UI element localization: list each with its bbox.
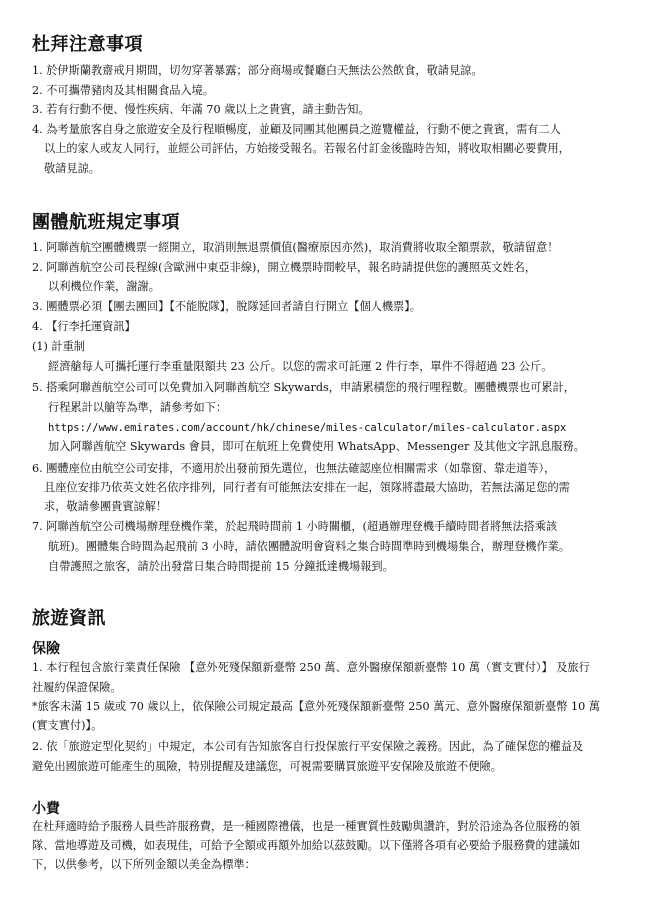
dubai-note-2: 2. 不可攜帶豬肉及其相關食品入境。 xyxy=(32,84,215,97)
insurance-line: 2. 依「旅遊定型化契約」中規定，本公司有告知旅客自行投保旅行平安保險之義務。因此，為了確保您的權益及 xyxy=(32,740,584,753)
dubai-notes-title: 杜拜注意事項 xyxy=(32,34,143,55)
flight-rule-5: 5. 搭乘阿聯酋航空公司可以免費加入阿聯酋航空 Skywards，申請累積您的飛行哩程數。團體機票也可累計， xyxy=(32,381,575,394)
flight-rule-7-cont: 航班)。團體集合時間為起飛前 3 小時，請依團體說明會資料之集合時間準時到機場集合，辦理登機作業。 xyxy=(48,540,571,553)
flight-rule-2: 2. 阿聯酋航空公司長程線(含歐洲中東亞非線)，開立機票時間較早，報名時請提供您的護照英文姓名， xyxy=(32,261,537,274)
tips-line: 下，以供參考，以下所列金額以美金為標準： xyxy=(32,858,256,871)
tips-line: 隊、當地導遊及司機，如表現佳，可給予全額或再額外加給以茲鼓勵。以下僅將各項有必要給予服務費的建議如 xyxy=(32,839,581,852)
baggage-allowance: 經濟艙每人可攜托運行李重量限額共 23 公斤。以您的需求可託運 2 件行李，單件不得超過 23 公斤。 xyxy=(48,360,553,373)
flight-rule-5-cont: 行程累計以艙等為準，請參考如下： xyxy=(48,401,228,414)
dubai-note-1: 1. 於伊斯蘭教齋戒月期間，切勿穿著暴露；部分商場或餐廳白天無法公然飲食，敬請見諒。 xyxy=(32,64,483,77)
insurance-heading: 保險 xyxy=(32,641,60,657)
tips-line: 在杜拜適時給予服務人員些許服務費，是一種國際禮儀，也是一種實質性鼓勵與讚許，對於沿途為各位服務的領 xyxy=(32,820,581,833)
dubai-note-4: 4. 為考量旅客自身之旅遊安全及行程順暢度，並顧及同團其他團員之遊覽權益，行動不便之貴賓，需有二人 xyxy=(32,123,561,136)
flight-rule-7: 7. 阿聯酋航空公司機場辦理登機作業，於起飛時間前 1 小時關櫃，(超過辦理登機手續時間者將無法搭乘該 xyxy=(32,520,558,533)
dubai-note-3: 3. 若有行動不便、慢性疾病、年滿 70 歲以上之貴賓，請主動告知。 xyxy=(32,103,370,116)
flight-rule-6-cont: 且座位安排乃依英文姓名依序排列，同行者有可能無法安排在一起，領隊將盡最大協助，若無法滿足您的需 xyxy=(44,481,570,494)
miles-calculator-link[interactable]: https://www.emirates.com/account/hk/chinese/miles-calculator/miles-calculator.aspx xyxy=(48,422,567,434)
insurance-line: 社履約保證保險。 xyxy=(32,681,122,694)
insurance-line: (實支實付)】。 xyxy=(32,719,103,732)
insurance-line: 1. 本行程包含旅行業責任保險 【意外死殘保額新臺幣 250 萬、意外醫療保額新臺幣 10 萬（實支實付）】 及旅行 xyxy=(32,661,590,674)
insurance-line: *旅客未滿 15 歲或 70 歲以上，依保險公司規定最高【意外死殘保額新臺幣 250 萬元、意外醫療保額新臺幣 10 萬 xyxy=(32,700,600,713)
flight-rule-6: 6. 團體座位由航空公司安排，不適用於出發前預先選位，也無法確認座位相關需求（如靠窗、靠走道等）， xyxy=(32,462,556,475)
insurance-line: 避免出國旅遊可能產生的風險，特別提醒及建議您，可視需要購買旅遊平安保險及旅遊不便險。 xyxy=(32,760,502,773)
flight-rule-2-cont: 以利機位作業，謝謝。 xyxy=(48,280,160,293)
flight-rule-4: 4. 【行李托運資訊】 xyxy=(32,320,136,333)
dubai-note-4-cont: 以上的家人或友人同行，並經公司評估，方始接受報名。若報名付訂金後臨時告知，將收取相關必要費用， xyxy=(44,142,570,155)
flight-rule-5-skywards: 加入阿聯酋航空 Skywards 會員，即可在航班上免費使用 WhatsApp、Messenger 及其他文字訊息服務。 xyxy=(48,440,585,453)
dubai-note-4-cont: 敬請見諒。 xyxy=(44,162,100,175)
flight-rule-3: 3. 團體票必須【團去團回】【不能脫隊】，脫隊延回者請自行開立【個人機票】。 xyxy=(32,300,421,313)
flight-rule-7-cont: 自帶護照之旅客，請於出發當日集合時間提前 15 分鐘抵達機場報到。 xyxy=(48,560,394,573)
flight-rules-title: 團體航班規定事項 xyxy=(32,212,180,233)
flight-rule-1: 1. 阿聯酋航空團體機票一經開立，取消則無退票價值(醫療原因亦然)，取消費將收取全額票款，敬請留意！ xyxy=(32,241,559,254)
tips-heading: 小費 xyxy=(32,801,60,817)
baggage-subheading: (1) 計重制 xyxy=(32,340,85,353)
flight-rule-6-cont: 求，敬請參團貴賓諒解！ xyxy=(44,500,168,513)
travel-info-title: 旅遊資訊 xyxy=(32,608,106,629)
